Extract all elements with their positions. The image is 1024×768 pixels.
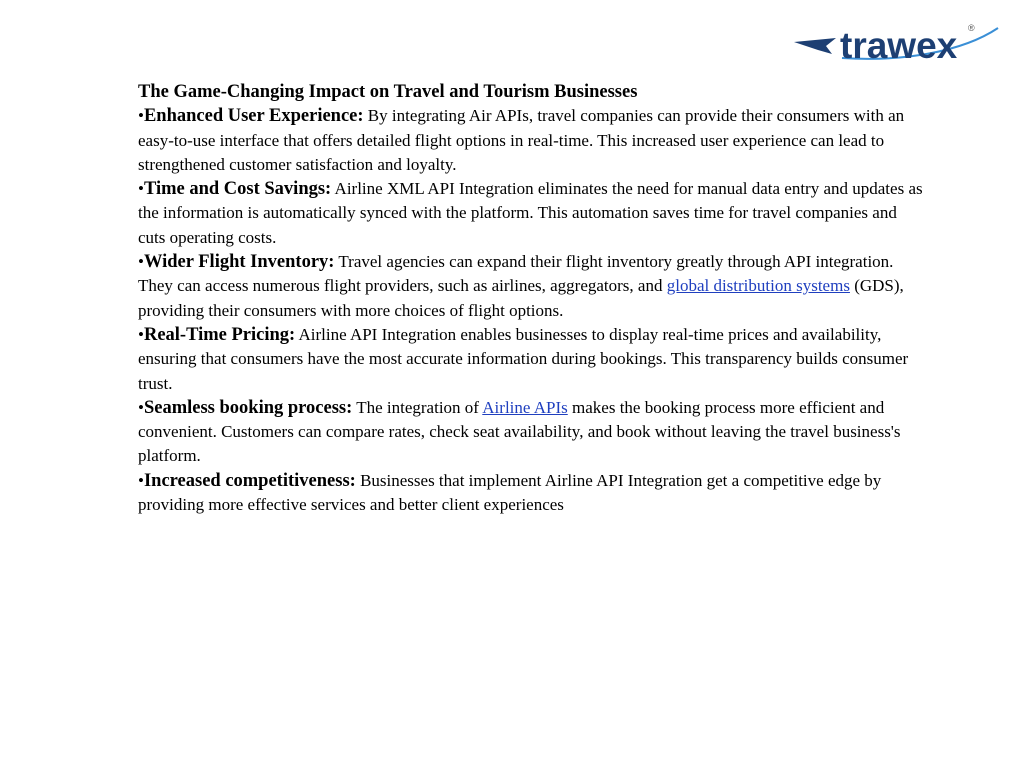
bullet: • [138, 252, 144, 272]
item-label: Increased competitiveness: [143, 470, 356, 491]
item-label: Seamless booking process: [143, 397, 353, 418]
bullet: • [138, 179, 144, 199]
airline-apis-link[interactable]: Airline APIs [482, 397, 568, 417]
list-item-real-time-pricing [138, 323, 924, 396]
item-text: The integration of [352, 397, 483, 417]
item-label: Enhanced User Experience: [143, 106, 364, 127]
item-text: (GDS), providing their consumers with more choices of flight options. [138, 276, 904, 320]
article-content [138, 80, 924, 517]
item-text: Travel agencies can expand their flight inventory greatly through API integration. They can access numerous flight providers, such as airlines, aggregators, and [138, 252, 894, 296]
item-text: Airline XML API Integration eliminates the need for manual data entry and updates as the information is automatically synced with the platform. This automation saves time for travel companies and cuts operating costs. [138, 179, 923, 247]
list-item-time-and-cost-savings [138, 177, 924, 250]
bullet: • [138, 106, 144, 126]
plane-swoosh-icon [794, 38, 836, 54]
item-text: Airline API Integration enables businesses to display real-time prices and availability, ensuring that consumers have the most accurate information during bookings. This transparency builds consumer trust. [138, 324, 909, 393]
trawex-logo [792, 22, 1000, 66]
trawex-logo-graphic [792, 22, 1000, 66]
item-label: Real-Time Pricing: [143, 324, 296, 345]
list-item-seamless-booking-process [138, 396, 924, 469]
bullet: • [138, 397, 144, 417]
logo-wordmark: trawex [840, 25, 958, 66]
item-text: makes the booking process more efficient and convenient. Customers can compare rates, check seat availability, and book without leaving the travel business's platform. [138, 397, 901, 466]
page-title: The Game-Changing Impact on Travel and Tourism Businesses [138, 82, 638, 102]
registered-mark: ® [968, 23, 975, 33]
bullet: • [138, 324, 144, 344]
item-label: Time and Cost Savings: [143, 179, 332, 200]
bullet: • [138, 470, 144, 490]
item-label: Wider Flight Inventory: [143, 252, 335, 273]
item-text: By integrating Air APIs, travel companies can provide their consumers with an easy-to-use interface that offers detailed flight options in real-time. This increased user experience can lead to strengthened customer satisfaction and loyalty. [138, 106, 905, 174]
list-item-enhanced-user-experience [138, 104, 924, 177]
gds-link[interactable]: global distribution systems [666, 276, 850, 296]
list-item-increased-competitiveness [138, 469, 924, 518]
list-item-wider-flight-inventory [138, 250, 924, 323]
item-text: Businesses that implement Airline API Integration get a competitive edge by providing more effective services and better client experiences [138, 470, 882, 515]
